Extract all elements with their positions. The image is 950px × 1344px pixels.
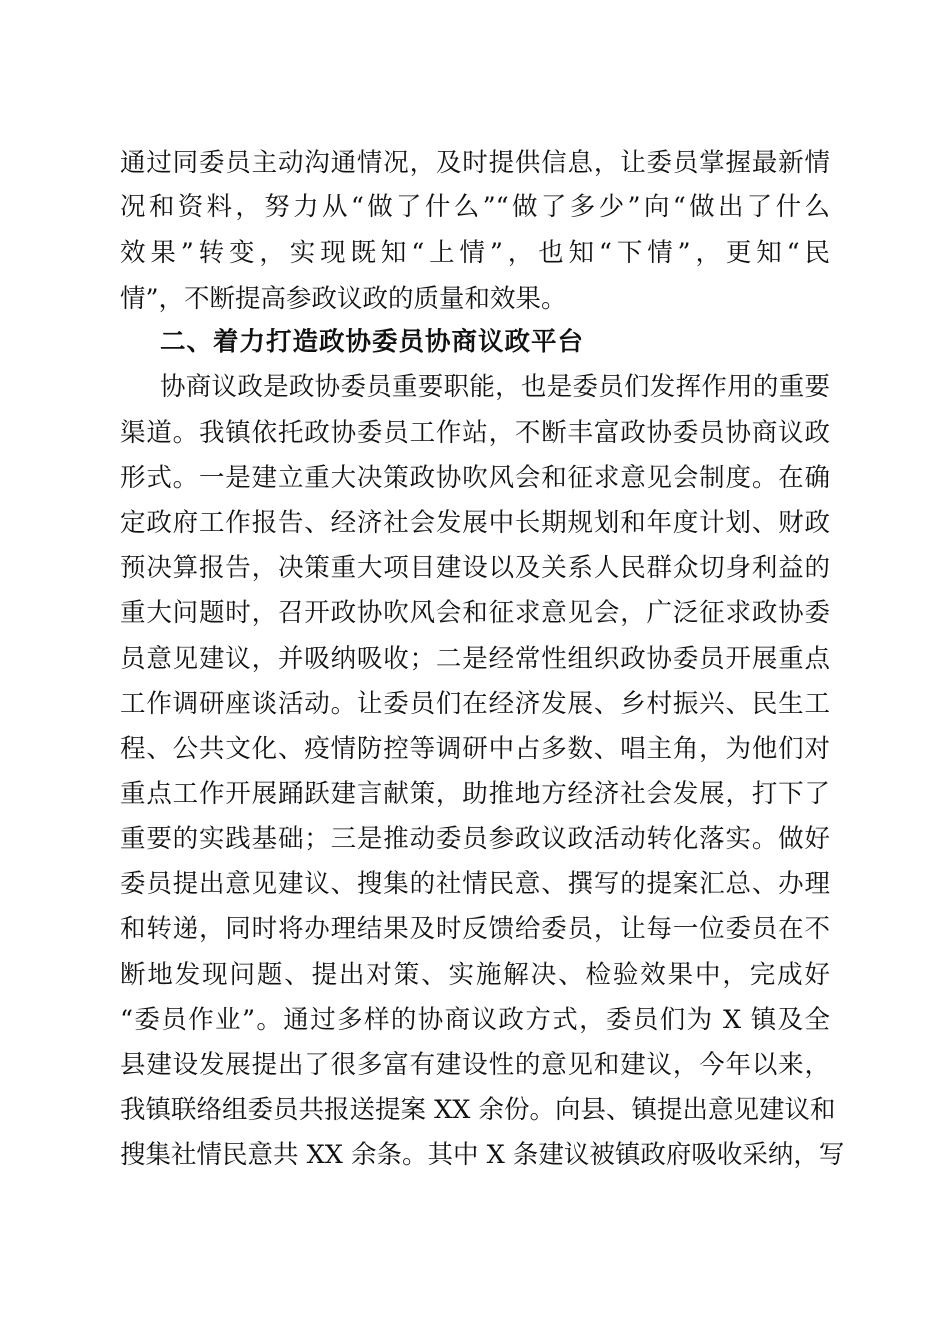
paragraph1-line-3: 效果”转变，实现既知“上情”，也知“下情”，更知“民 <box>120 238 830 268</box>
paragraph2-line-1: 协商议政是政协委员重要职能，也是委员们发挥作用的重要 <box>160 372 830 402</box>
paragraph2-line-10: 重点工作开展踊跃建言献策，助推地方经济社会发展，打下了 <box>120 779 830 809</box>
paragraph2-line-7: 员意见建议，并吸纳吸收；二是经常性组织政协委员开展重点 <box>120 644 830 674</box>
paragraph2-line-2: 渠道。我镇依托政协委员工作站，不断丰富政协委员协商议政 <box>120 418 830 448</box>
paragraph1-line-1: 通过同委员主动沟通情况，及时提供信息，让委员掌握最新情 <box>120 148 830 178</box>
paragraph2-line-18: 搜集社情民意共 XX 余条。其中 X 条建议被镇政府吸收采纳，写 <box>120 1140 845 1170</box>
paragraph2-line-3: 形式。一是建立重大决策政协吹风会和征求意见会制度。在确 <box>120 463 830 493</box>
paragraph2-line-13: 和转递，同时将办理结果及时反馈给委员，让每一位委员在不 <box>120 914 830 944</box>
paragraph2-line-4: 定政府工作报告、经济社会发展中长期规划和年度计划、财政 <box>120 508 830 538</box>
paragraph1-line-2: 况和资料，努力从“做了什么”“做了多少”向“做出了什么 <box>120 192 830 222</box>
paragraph2-line-5: 预决算报告，决策重大项目建设以及关系人民群众切身利益的 <box>120 553 830 583</box>
paragraph2-line-14: 断地发现问题、提出对策、实施解决、检验效果中，完成好 <box>120 960 830 990</box>
paragraph2-line-6: 重大问题时，召开政协吹风会和征求意见会，广泛征求政协委 <box>120 598 830 628</box>
paragraph2-line-16: 县建设发展提出了很多富有建设性的意见和建议，今年以来， <box>120 1050 830 1080</box>
paragraph2-line-17: 我镇联络组委员共报送提案 XX 余份。向县、镇提出意见建议和 <box>120 1095 836 1125</box>
paragraph1-line-4: 情”，不断提高参政议政的质量和效果。 <box>120 284 567 314</box>
paragraph2-line-11: 重要的实践基础；三是推动委员参政议政活动转化落实。做好 <box>120 824 830 854</box>
paragraph2-line-12: 委员提出意见建议、搜集的社情民意、撰写的提案汇总、办理 <box>120 869 830 899</box>
paragraph2-line-9: 程、公共文化、疫情防控等调研中占多数、唱主角，为他们对 <box>120 734 830 764</box>
paragraph2-line-8: 工作调研座谈活动。让委员们在经济发展、乡村振兴、民生工 <box>120 689 830 719</box>
paragraph2-line-15: “委员作业”。通过多样的协商议政方式，委员们为 X 镇及全 <box>120 1005 830 1035</box>
section-heading: 二、着力打造政协委员协商议政平台 <box>160 327 585 357</box>
